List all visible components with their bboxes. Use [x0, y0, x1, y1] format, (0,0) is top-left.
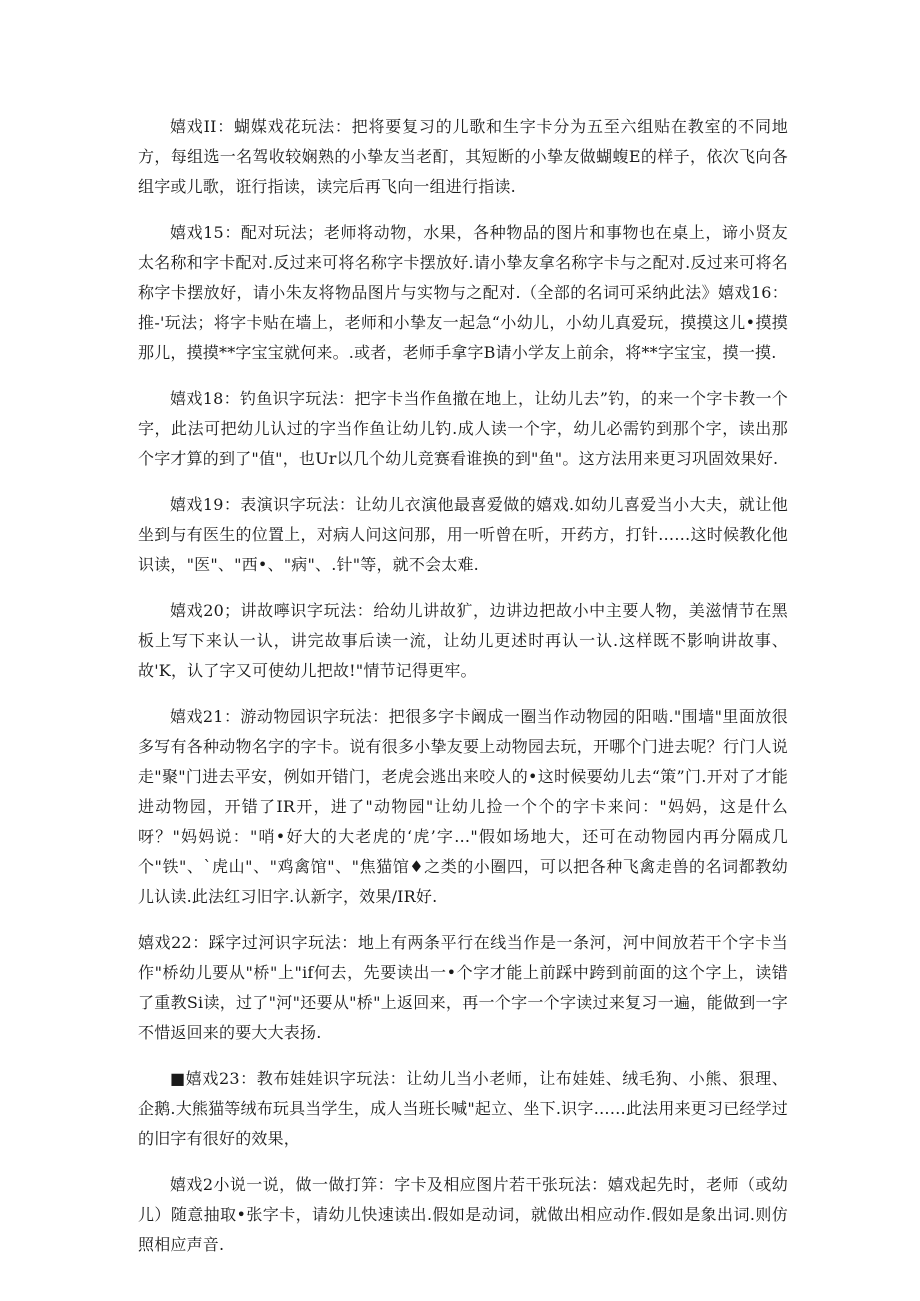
paragraph-game-18: 嬉戏18：钓鱼识字玩法：把字卡当作鱼撤在地上，让幼儿去”钓，的来一个字卡教一个字，此法可把幼儿认过的字当作鱼让幼儿钓.成人读一个字，幼儿必需钓到那个字，读出那个字才算的到了"值"，也Ur以几个幼儿竞赛看谁换的到"鱼"。这方法用来更习巩固效果好. [138, 389, 788, 468]
paragraph-game-20: 嬉戏20；讲故嚀识字玩法：给幼儿讲故犷，边讲边把故小中主要人物，美滋情节在黑板上写下来认一认，讲完故事后读一流，让幼儿更述时再认一认.这样既不影响讲故事、故'K，认了字又可使幼儿把故!"情节记得更牢。 [138, 601, 788, 680]
paragraph-game-15-16: 嬉戏15：配对玩法；老师将动物，水果，各种物品的图片和事物也在桌上，谛小贤友太名称和字卡配对.反过来可将名称字卡摆放好.请小挚友拿名称字卡与之配对.反过来可将名称字卡摆放好，请小朱友将物品图片与实物与之配对.（全部的名词可采纳此法》嬉戏16：推-'玩法；将字卡贴在墙上，老师和小挚友一起急“小幼儿，小幼儿真爱玩，摸摸这儿•摸摸那儿，摸摸**字宝宝就何来。.或者，老师手拿字B请小学友上前余，将**字宝宝，摸一摸. [138, 223, 788, 362]
paragraph-game-24: 嬉戏2小说一说，做一做打笄：字卡及相应图片若干张玩法：嬉戏起先时，老师（或幼儿）随意抽取•张字卡，请幼儿快速读出.假如是动词，就做出相应动作.假如是象出词.则仿照相应声音. [138, 1175, 788, 1254]
paragraph-game-11: 嬉戏II：蝴媒戏花玩法：把将要复习的儿歌和生字卡分为五至六组贴在教室的不同地方，每组选一名驾收较娴熟的小挚友当老酊，其短断的小挚友做蝴蝮E的样子，依次飞向各组字或儿歌，诳行指读，读完后再飞向一组进行指读. [138, 117, 788, 196]
paragraph-game-23: ■嬉戏23：教布娃娃识字玩法：让幼儿当小老师，让布娃娃、绒毛狗、小熊、狠理、企鹅.大熊猫等绒布玩具当学生，成人当班长喊"起立、坐下.识字……此法用来更习已经学过的旧字有很好的效果， [138, 1069, 788, 1148]
paragraph-game-21: 嬉戏21：游动物园识字玩法：把很多字卡阚成一圈当作动物园的阳啮."围墙"里面放很多写有各种动物名字的字卡。说有很多小挚友要上动物园去玩，开哪个门进去呢？行门人说走"聚"门进去平安，例如开错门，老虎会逃出来咬人的•这时候要幼儿去“策”门.开对了才能进动物园，开错了IR开，进了"动物园"让幼儿捡一个个的字卡来问："妈妈，这是什么呀？"妈妈说："哨•好大的大老虎的‘虎’字…"假如场地大，还可在动物园内再分隔成几个"铁"、`虎山"、"鸡禽馆"、"焦猫馆♦之类的小圈四，可以把各种飞禽走兽的名词都教幼儿认读.此法红习旧字.认新字，效果/IR好. [138, 707, 788, 906]
document-page [138, 112, 788, 1276]
paragraph-game-19: 嬉戏19：表演识字玩法：让幼儿衣演他最喜爱做的嬉戏.如幼儿喜爱当小大夫，就让他坐到与有医生的位置上，对病人问这问那，用一听曾在听，开药方，打针……这时候教化他识读，"医"、"西•、"病"、.针"等，就不会太难. [138, 495, 788, 574]
paragraph-game-22: 嬉戏22：踩字过河识字玩法：地上有两条平行在线当作是一条河，河中间放若干个字卡当作"桥幼儿要从"桥"上"if何去，先要读出一•个字才能上前踩中跨到前面的这个字上，读错了重教Si读，过了"河"还要从"桥"上返回来，再一个字一个字读过来复习一遍，能做到一字不惜返回来的要大大表扬. [138, 933, 788, 1042]
